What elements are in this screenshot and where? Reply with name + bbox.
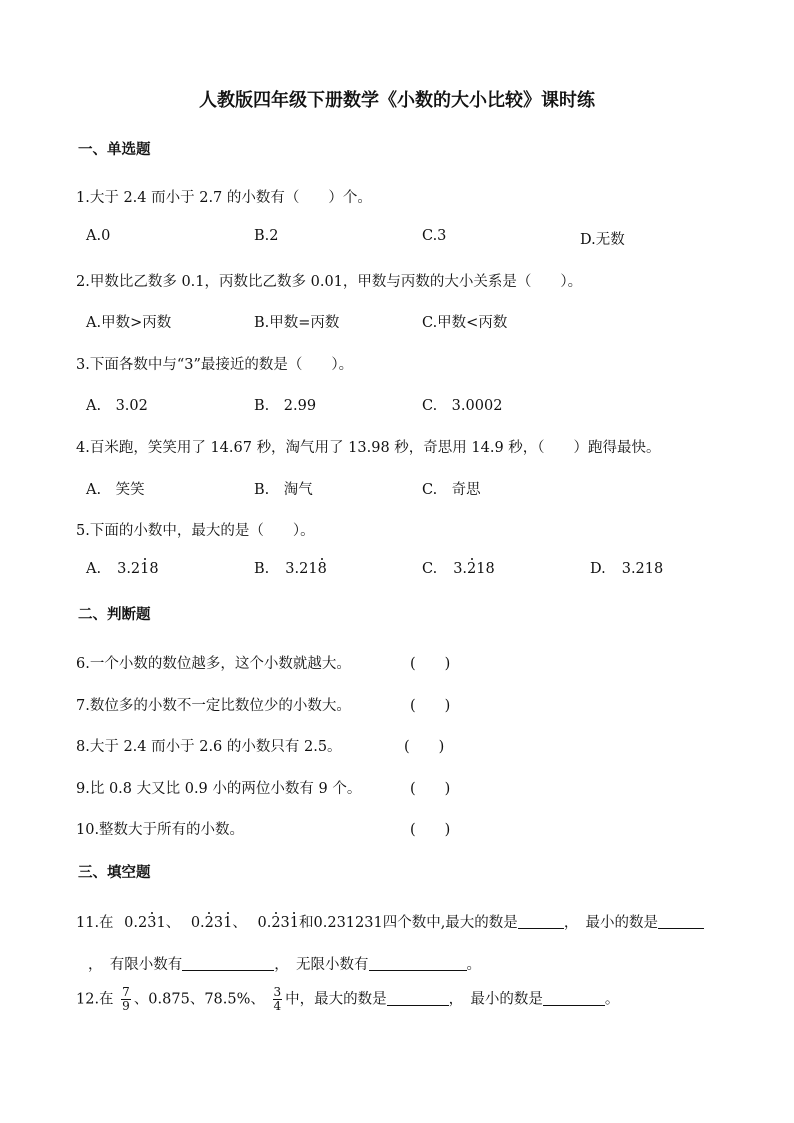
- option-c[interactable]: C.甲数<丙数: [422, 315, 508, 331]
- answer-blank[interactable]: [518, 914, 564, 929]
- question-3: 3.下面各数中与“3”最接近的数是（ ）。: [76, 357, 354, 373]
- option-d[interactable]: D. 3.218: [590, 561, 664, 577]
- question-2-options: [86, 311, 726, 333]
- answer-parentheses[interactable]: ( ): [410, 781, 451, 797]
- option-c[interactable]: C. 3.218: [422, 561, 495, 577]
- option-a[interactable]: A. 笑笑: [86, 482, 145, 498]
- question-11-line-1: 11.在 0.231、 0.231、 0.231和0.231231四个数中,最大的数是 ， 最小的数是: [76, 911, 704, 932]
- question-8: 8.大于 2.4 而小于 2.6 的小数只有 2.5。: [76, 739, 342, 755]
- option-b[interactable]: B. 淘气: [254, 482, 313, 498]
- answer-parentheses[interactable]: ( ): [410, 698, 451, 714]
- repeating-dot-digit: 1: [140, 561, 150, 577]
- repeating-dot-digit: 2: [204, 915, 214, 931]
- answer-parentheses[interactable]: ( ): [410, 656, 451, 672]
- answer-blank[interactable]: [543, 991, 605, 1006]
- repeating-dot-digit: 1: [289, 915, 300, 931]
- option-a[interactable]: A. 3.218: [86, 561, 159, 577]
- question-9: 9.比 0.8 大又比 0.9 小的两位小数有 9 个。: [76, 781, 362, 797]
- answer-parentheses[interactable]: ( ): [404, 739, 445, 755]
- option-label: B.: [254, 561, 270, 577]
- question-10: 10.整数大于所有的小数。: [76, 822, 245, 838]
- page-title: 人教版四年级下册数学《小数的大小比较》课时练: [199, 90, 595, 111]
- option-b[interactable]: B. 2.99: [254, 398, 317, 414]
- answer-blank[interactable]: [387, 991, 449, 1006]
- repeating-dot-digit: 2: [467, 561, 477, 577]
- question-6: 6.一个小数的数位越多，这个小数就越大。: [76, 656, 351, 672]
- option-b[interactable]: B. 3.218: [254, 561, 327, 577]
- question-12: 12.在 $\frac{7}{9}$ 、0.875、78.5%、 $\frac{3}{4}$ 中，最大的数是 ， 最小的数是 。: [76, 985, 620, 1013]
- option-label: C.: [422, 561, 438, 577]
- option-a[interactable]: A.0: [86, 228, 111, 244]
- option-b[interactable]: B.甲数=丙数: [254, 315, 340, 331]
- question-1-options: [86, 228, 726, 250]
- option-label: A.: [86, 561, 102, 577]
- repeating-dot-digit: 1: [223, 915, 233, 931]
- question-2: 2.甲数比乙数多 0.1，丙数比乙数多 0.01，甲数与丙数的大小关系是（ ）。: [76, 274, 583, 290]
- section-heading-single-choice: 一、单选题: [78, 142, 151, 158]
- answer-blank[interactable]: [658, 914, 704, 929]
- section-heading-true-false: 二、判断题: [78, 607, 151, 623]
- option-c[interactable]: C. 3.0002: [422, 398, 503, 414]
- section-heading-fill-blank: 三、填空题: [78, 865, 151, 881]
- repeating-dot-digit: 3: [147, 915, 157, 931]
- answer-parentheses[interactable]: ( ): [410, 822, 451, 838]
- question-4-options: [86, 478, 726, 500]
- question-5: 5.下面的小数中，最大的是（ ）。: [76, 523, 315, 539]
- question-5-options: [86, 561, 726, 583]
- answer-blank[interactable]: [182, 956, 274, 971]
- fraction: $\frac{3}{4}$: [273, 985, 282, 1013]
- option-b[interactable]: B.2: [254, 228, 279, 244]
- question-4: 4.百米跑，笑笑用了 14.67 秒，淘气用了 13.98 秒，奇思用 14.9 秒，（ ）跑得最快。: [76, 440, 661, 456]
- option-d[interactable]: D.无数: [580, 232, 625, 248]
- question-1: 1.大于 2.4 而小于 2.7 的小数有（ ）个。: [76, 190, 372, 206]
- fraction: $\frac{7}{9}$: [122, 985, 130, 1013]
- option-c[interactable]: C. 奇思: [422, 482, 481, 498]
- repeating-dot-digit: 8: [317, 561, 327, 577]
- option-c[interactable]: C.3: [422, 228, 447, 244]
- repeating-dot-digit: 2: [271, 915, 281, 931]
- question-11-line-2: ， 有限小数有 ， 无限小数有 。: [88, 957, 481, 973]
- option-a[interactable]: A. 3.02: [86, 398, 148, 414]
- answer-blank[interactable]: [369, 956, 467, 971]
- option-a[interactable]: A.甲数>丙数: [86, 315, 172, 331]
- question-7: 7.数位多的小数不一定比数位少的小数大。: [76, 698, 351, 714]
- option-label: D.: [590, 561, 606, 577]
- question-3-options: [86, 394, 726, 416]
